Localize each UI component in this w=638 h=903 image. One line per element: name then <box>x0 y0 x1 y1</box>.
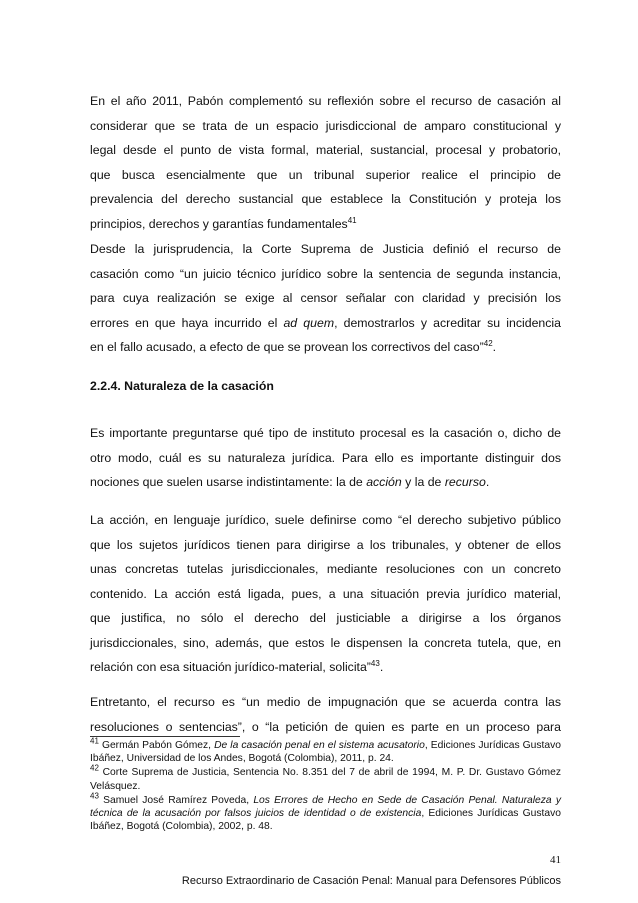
text-segment: en el fallo acusado, a efecto de que se provean los correctivos del caso” <box>90 340 484 354</box>
text-segment: Corte Suprema de Justicia, Sentencia No. 8.351 del 7 de abril de 1994, M. P. Dr. Gustavo Gómez Velásquez. <box>90 767 561 792</box>
text-line: En el año 2011, Pabón complementó su reflexión sobre el recurso de casación al <box>90 94 561 108</box>
text-line-last <box>90 655 561 680</box>
text-segment: y la de <box>401 475 445 489</box>
footnote-42 <box>90 763 561 792</box>
paragraph-1 <box>90 89 561 236</box>
text-line: que justifica, no sólo el derecho del justiciable a dirigirse a los órganos <box>90 611 561 625</box>
text-line: resoluciones o sentencias”, o “la petición de quien es parte en un proceso para <box>90 719 561 734</box>
text-line-last <box>90 470 561 495</box>
italic-title: Los Errores de Hecho en Sede de Casación Penal. Naturaleza y técnica de la acusación por falsos juicios de identidad o de existencia <box>90 794 561 820</box>
footnote-divider <box>90 736 240 737</box>
text-line: unas concretas tutelas jurisdiccionales, mediante resoluciones con un concreto <box>90 562 561 576</box>
text-line: otro modo, cuál es su naturaleza jurídica. Para ello es importante distinguir dos <box>90 450 561 465</box>
text-line: que los sujetos jurídicos tienen para dirigirse a los tribunales, y obtener de ellos <box>90 537 561 552</box>
text-segment: nociones que suelen usarse indistintamente: la de <box>90 475 367 489</box>
footnote-number: 42 <box>90 763 99 773</box>
paragraph-5 <box>90 690 561 739</box>
text-segment: Samuel José Ramírez Poveda, <box>98 794 254 806</box>
text-segment: Germán Pabón Gómez, <box>98 740 215 751</box>
text-line: Desde la jurisprudencia, la Corte Suprema de Justicia definió el recurso de <box>90 242 561 256</box>
text-segment: principios, derechos y garantías fundamentales <box>90 216 348 231</box>
text-line: que busca esencialmente que un tribunal superior realice el principio de <box>90 167 561 182</box>
text-segment: . <box>485 475 490 489</box>
text-line: prevalencia del derecho sustancial que establece la Constitución y proteja los <box>90 192 561 206</box>
text-line-last <box>90 335 561 360</box>
text-segment: errores en que haya incurrido el <box>90 315 284 330</box>
text-line: La acción, en lenguaje jurídico, suele definirse como “el derecho subjetivo público <box>90 513 561 527</box>
text-line: jurisdiccionales, sino, además, que estos le dispensen la concreta tutela, que, en <box>90 635 561 650</box>
section-heading: 2.2.4. Naturaleza de la casación <box>90 379 274 393</box>
text-segment: . <box>379 660 384 674</box>
footnotes <box>90 736 561 834</box>
page-number: 41 <box>550 854 561 866</box>
text-line: Entretanto, el recurso es “un medio de impugnación que se acuerda contra las <box>90 695 561 709</box>
text-line: contenido. La acción está ligada, pues, a una situación previa jurídico material, <box>90 586 561 601</box>
italic-term: recurso <box>444 475 486 489</box>
running-footer: Recurso Extraordinario de Casación Penal: Manual para Defensores Públicos <box>181 875 561 887</box>
text-line: legal desde el punto de vista formal, material, sustancial, procesal y probatorio, <box>90 143 561 157</box>
italic-title: De la casación penal en el sistema acusatorio <box>214 740 425 751</box>
text-segment: , Ediciones Jurídicas Gustavo Ibáñez, Universidad de los Andes, Bogotá (Colombia), 2011, p. 24. <box>90 740 561 765</box>
footnote-43 <box>90 791 561 834</box>
italic-term: acción <box>366 475 402 489</box>
paragraph-4 <box>90 508 561 680</box>
footnote-ref-42: 42 <box>483 338 493 348</box>
text-line: Es importante preguntarse qué tipo de instituto procesal es la casación o, dicho de <box>90 426 561 440</box>
italic-term: ad quem <box>283 315 335 330</box>
footnote-41 <box>90 736 561 765</box>
text-line <box>90 311 561 336</box>
text-segment: , demostrarlos y acreditar su incidencia <box>334 315 561 330</box>
paragraph-2 <box>90 237 561 360</box>
footnote-number: 43 <box>90 791 99 801</box>
text-line: considerar que se trata de un espacio jurisdiccional de amparo constitucional y <box>90 118 561 133</box>
paragraph-3 <box>90 421 561 495</box>
text-line: para cuya realización se exige al censor señalar con claridad y precisión los <box>90 291 561 305</box>
footnote-ref-43: 43 <box>370 658 380 668</box>
text-line-last <box>90 212 561 237</box>
text-segment: , Ediciones Jurídicas Gustavo Ibáñez, Bogotá (Colombia), 2002, p. 48. <box>90 808 561 833</box>
text-line: casación como “un juicio técnico jurídico sobre la sentencia de segunda instancia, <box>90 266 561 281</box>
text-segment: . <box>492 340 497 354</box>
footnote-number: 41 <box>90 736 99 746</box>
text-segment: relación con esa situación jurídico-material, solicita” <box>90 660 371 674</box>
footnote-ref-41: 41 <box>347 215 357 225</box>
